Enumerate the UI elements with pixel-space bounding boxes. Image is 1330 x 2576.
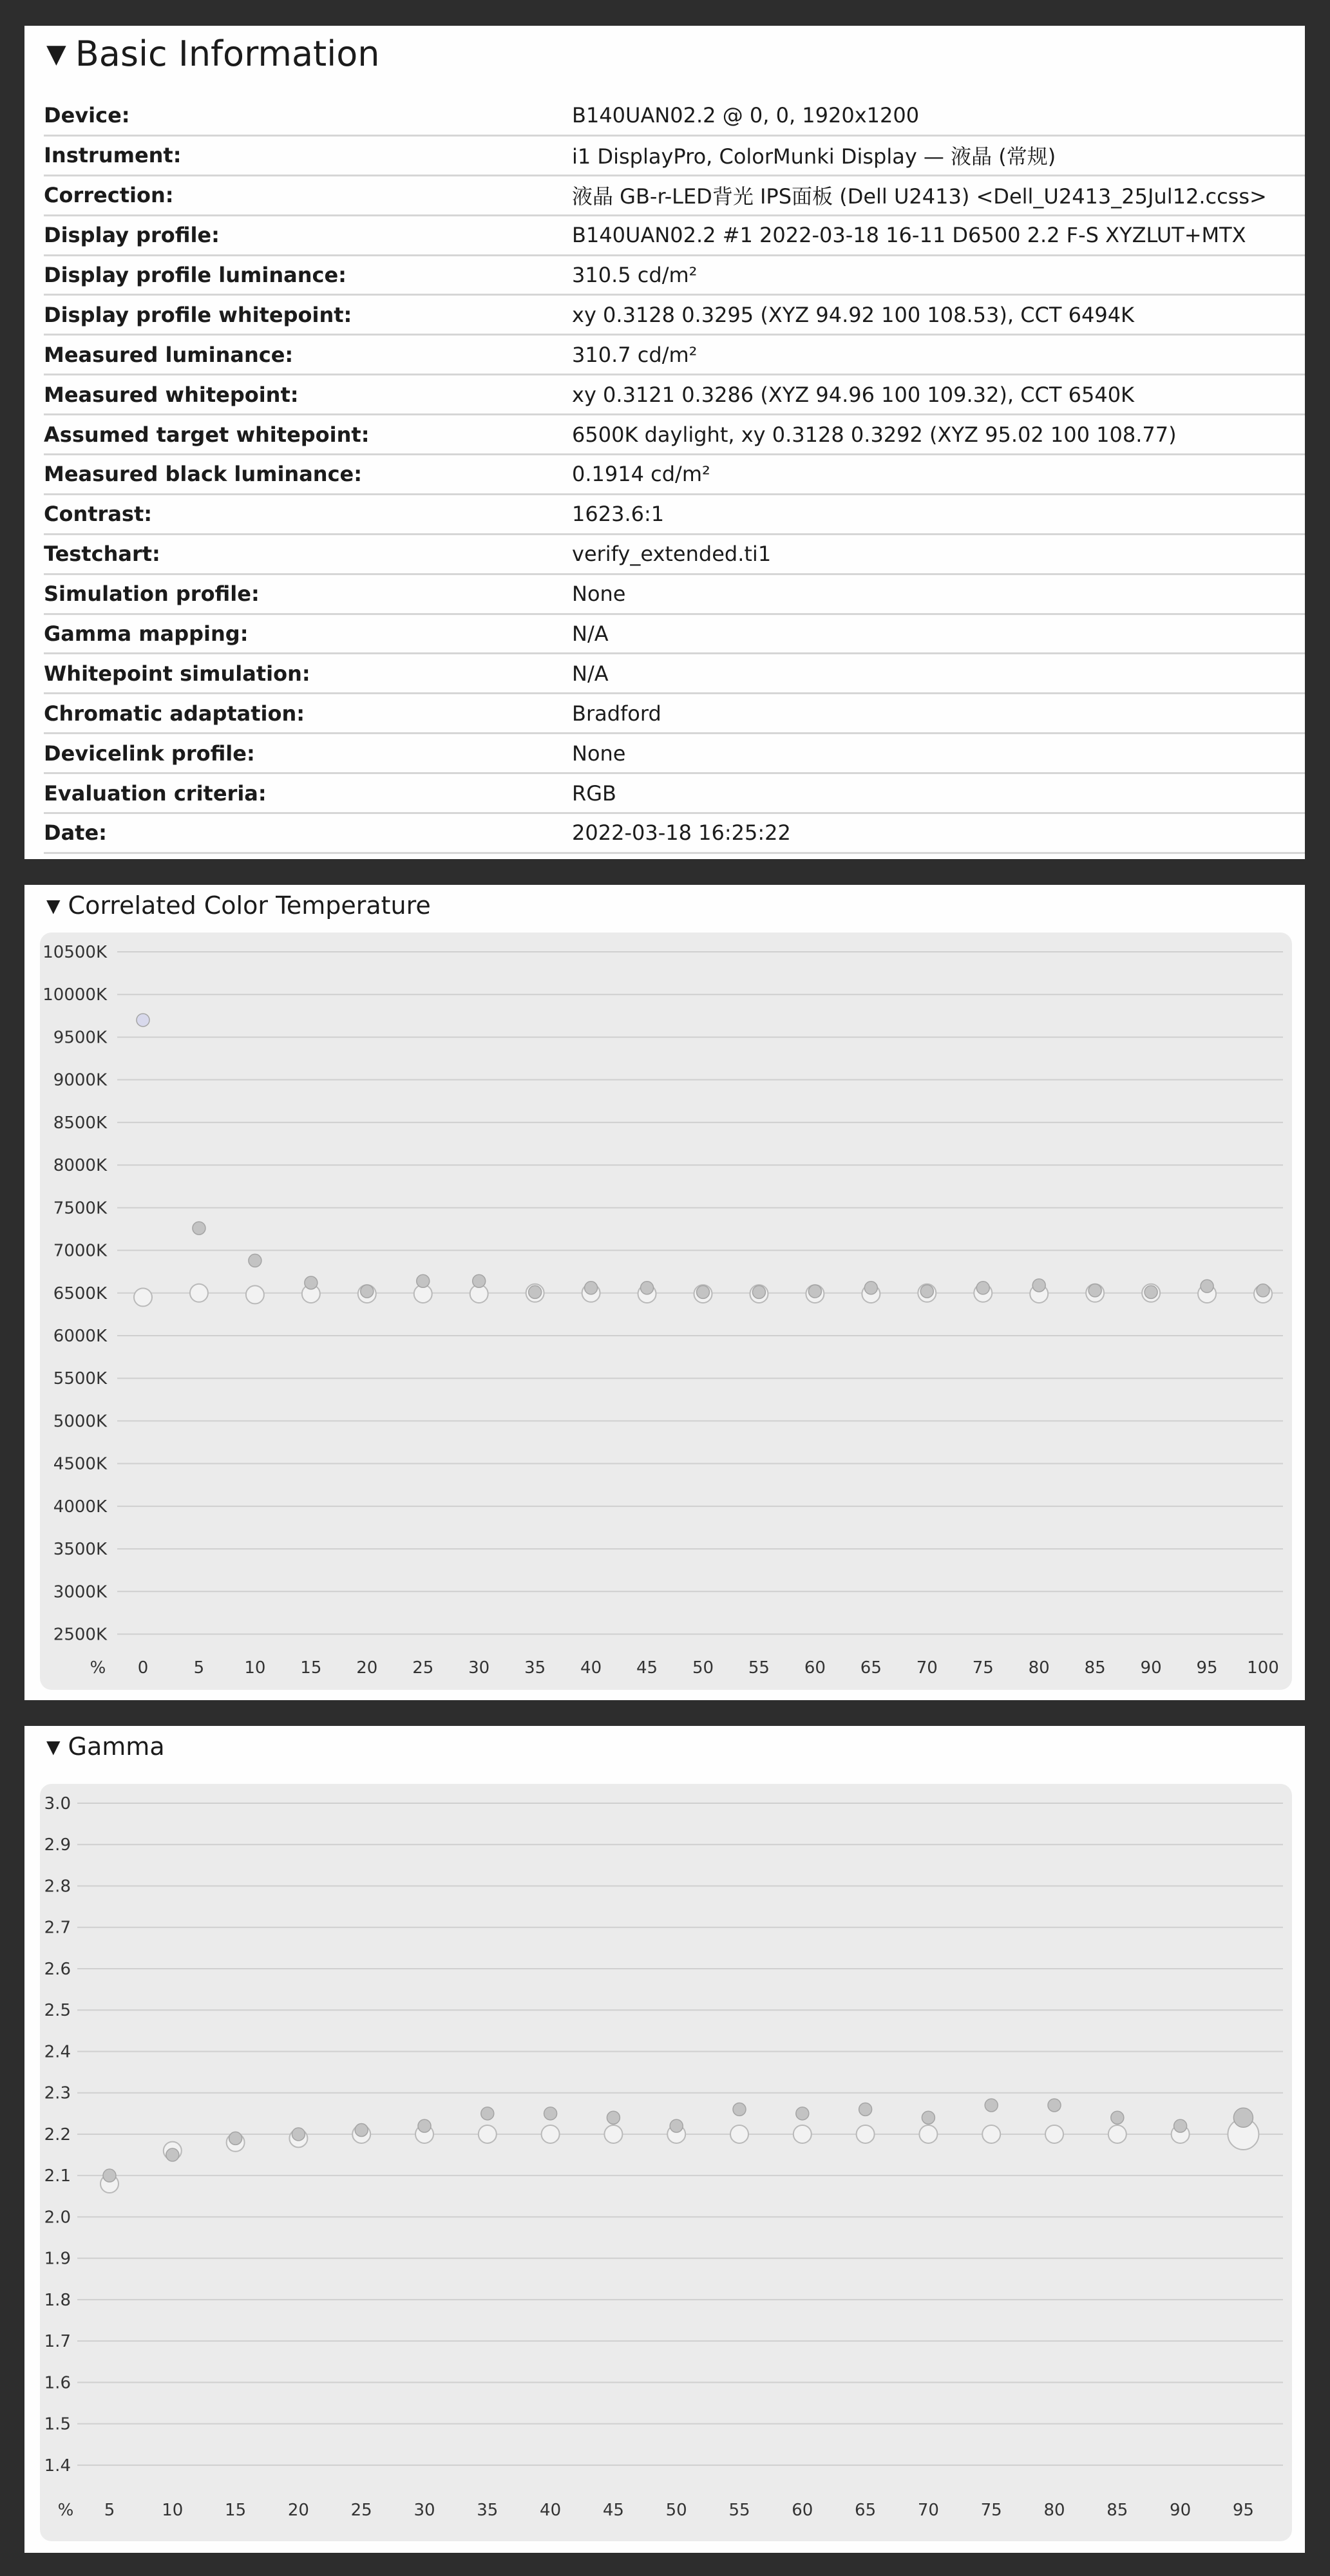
- measured-point: [733, 2103, 746, 2116]
- measured-point: [922, 2111, 935, 2124]
- measured-point: [752, 1285, 765, 1298]
- y-tick-label: 2.4: [44, 2042, 71, 2062]
- info-value: 310.5 cd/m²: [572, 255, 1305, 295]
- x-tick-label: 95: [1196, 1658, 1218, 1678]
- reference-point: [919, 2125, 937, 2143]
- x-tick-label: 90: [1170, 2501, 1192, 2520]
- x-tick-label: 15: [300, 1658, 322, 1678]
- y-tick-label: 2.2: [44, 2125, 71, 2145]
- info-row: [44, 335, 1305, 375]
- info-row: [44, 255, 1305, 295]
- measured-point: [808, 1285, 821, 1298]
- x-tick-label: 35: [524, 1658, 546, 1678]
- y-tick-label: 5500K: [53, 1369, 107, 1389]
- y-tick-label: 8000K: [53, 1156, 107, 1176]
- basic-information-panel: [24, 26, 1305, 859]
- gamma-chart-svg: [40, 1784, 1292, 2541]
- y-tick-label: 1.8: [44, 2290, 71, 2310]
- y-tick-label: 6000K: [53, 1326, 107, 1346]
- info-label: Measured whitepoint:: [44, 375, 572, 415]
- y-tick-label: 5000K: [53, 1412, 107, 1432]
- collapse-arrow-icon[interactable]: ▼: [46, 39, 66, 69]
- y-tick-label: 2.8: [44, 1877, 71, 1897]
- y-tick-label: 2.0: [44, 2208, 71, 2228]
- x-unit-label: %: [90, 1658, 106, 1678]
- measured-point: [920, 1285, 933, 1298]
- info-label: Devicelink profile:: [44, 734, 572, 773]
- cct-panel: [24, 885, 1305, 1700]
- cct-title: Correlated Color Temperature: [68, 891, 431, 920]
- info-row: [44, 654, 1305, 694]
- x-tick-label: 90: [1140, 1658, 1162, 1678]
- y-tick-label: 2.9: [44, 1835, 71, 1855]
- info-row: [44, 773, 1305, 813]
- info-row: [44, 574, 1305, 614]
- info-label: Whitepoint simulation:: [44, 654, 572, 694]
- info-row: [44, 734, 1305, 773]
- info-row: [44, 215, 1305, 255]
- info-label: Correction:: [44, 175, 572, 215]
- y-tick-label: 4000K: [53, 1497, 107, 1517]
- x-tick-label: 15: [225, 2501, 247, 2520]
- collapse-arrow-icon[interactable]: ▼: [46, 895, 61, 916]
- reference-point: [1045, 2125, 1063, 2143]
- info-value: xy 0.3128 0.3295 (XYZ 94.92 100 108.53), CCT 6494K: [572, 295, 1305, 335]
- measured-point: [641, 1282, 654, 1294]
- measured-point: [985, 2099, 998, 2112]
- x-tick-label: 5: [104, 2501, 115, 2520]
- info-label: Display profile luminance:: [44, 255, 572, 295]
- x-tick-label: 65: [860, 1658, 882, 1678]
- y-tick-label: 1.5: [44, 2414, 71, 2434]
- y-tick-label: 3000K: [53, 1582, 107, 1602]
- info-row: [44, 813, 1305, 853]
- x-tick-label: 85: [1107, 2501, 1128, 2520]
- x-tick-label: 40: [540, 2501, 562, 2520]
- basic-information-title: Basic Information: [75, 33, 380, 74]
- measured-point: [473, 1274, 486, 1287]
- measured-point: [137, 1014, 149, 1027]
- measured-point: [544, 2107, 557, 2120]
- measured-point: [585, 1282, 598, 1294]
- measured-point: [481, 2107, 494, 2120]
- basic-information-table: [44, 97, 1305, 854]
- gamma-chart: [40, 1784, 1292, 2541]
- x-tick-label: 80: [1028, 1658, 1050, 1678]
- info-label: Display profile:: [44, 215, 572, 255]
- measured-point: [305, 1276, 318, 1289]
- measured-point: [976, 1282, 989, 1294]
- info-label: Gamma mapping:: [44, 614, 572, 654]
- info-value: N/A: [572, 654, 1305, 694]
- info-value: i1 DisplayPro, ColorMunki Display — 液晶 (常规): [572, 135, 1305, 175]
- reference-point: [982, 2125, 1000, 2143]
- info-row: [44, 135, 1305, 175]
- y-tick-label: 3500K: [53, 1540, 107, 1560]
- info-label: Display profile whitepoint:: [44, 295, 572, 335]
- measured-point: [1233, 2108, 1253, 2127]
- x-tick-label: 20: [287, 2501, 309, 2520]
- measured-point: [1088, 1284, 1101, 1297]
- x-tick-label: 10: [162, 2501, 184, 2520]
- x-tick-label: 55: [748, 1658, 770, 1678]
- gamma-header[interactable]: [46, 1732, 165, 1761]
- measured-point: [1032, 1279, 1045, 1292]
- reference-point: [793, 2125, 812, 2143]
- x-tick-label: 70: [917, 2501, 939, 2520]
- x-tick-label: 25: [412, 1658, 434, 1678]
- info-label: Simulation profile:: [44, 574, 572, 614]
- info-row: [44, 375, 1305, 415]
- reference-point: [730, 2125, 748, 2143]
- reference-point: [857, 2125, 875, 2143]
- measured-point: [166, 2148, 179, 2161]
- y-tick-label: 1.4: [44, 2456, 71, 2476]
- info-value: N/A: [572, 614, 1305, 654]
- info-row: [44, 415, 1305, 455]
- y-tick-label: 7000K: [53, 1241, 107, 1261]
- measured-point: [607, 2111, 620, 2124]
- x-tick-label: 30: [413, 2501, 435, 2520]
- measured-point: [1111, 2111, 1124, 2124]
- x-tick-label: 50: [692, 1658, 714, 1678]
- cct-chart-svg: [40, 933, 1292, 1690]
- x-tick-label: 55: [728, 2501, 750, 2520]
- info-row: [44, 295, 1305, 335]
- info-value: 310.7 cd/m²: [572, 335, 1305, 375]
- reference-point: [134, 1288, 152, 1306]
- x-tick-label: 30: [468, 1658, 490, 1678]
- x-tick-label: 5: [193, 1658, 205, 1678]
- measured-point: [859, 2103, 872, 2116]
- reference-point: [1108, 2125, 1126, 2143]
- info-label: Evaluation criteria:: [44, 773, 572, 813]
- info-value: None: [572, 734, 1305, 773]
- info-row: [44, 534, 1305, 574]
- info-label: Chromatic adaptation:: [44, 694, 572, 734]
- x-tick-label: 45: [602, 2501, 624, 2520]
- measured-point: [529, 1285, 542, 1298]
- measured-point: [697, 1285, 710, 1298]
- info-value: 液晶 GB-r-LED背光 IPS面板 (Dell U2413) <Dell_U2413_25Jul12.ccss>: [572, 175, 1305, 215]
- y-tick-label: 8500K: [53, 1113, 107, 1133]
- measured-point: [103, 2169, 116, 2182]
- info-row: [44, 694, 1305, 734]
- info-value: None: [572, 574, 1305, 614]
- y-tick-label: 6500K: [53, 1283, 107, 1303]
- info-value: 2022-03-18 16:25:22: [572, 813, 1305, 853]
- collapse-arrow-icon[interactable]: ▼: [46, 1736, 61, 1757]
- y-tick-label: 2.3: [44, 2083, 71, 2103]
- measured-point: [229, 2132, 242, 2145]
- measured-point: [1174, 2119, 1187, 2132]
- reference-point: [479, 2125, 497, 2143]
- y-tick-label: 1.9: [44, 2249, 71, 2269]
- gamma-panel: [24, 1726, 1305, 2553]
- info-value: 1623.6:1: [572, 494, 1305, 534]
- info-label: Testchart:: [44, 534, 572, 574]
- x-tick-label: 25: [350, 2501, 372, 2520]
- info-row: [44, 97, 1305, 135]
- info-value: 0.1914 cd/m²: [572, 455, 1305, 495]
- info-row: [44, 455, 1305, 495]
- measured-point: [1048, 2099, 1061, 2112]
- x-tick-label: 75: [980, 2501, 1002, 2520]
- measured-point: [796, 2107, 809, 2120]
- x-tick-label: 20: [356, 1658, 378, 1678]
- info-value: xy 0.3121 0.3286 (XYZ 94.96 100 109.32), CCT 6540K: [572, 375, 1305, 415]
- y-tick-label: 10000K: [43, 985, 107, 1005]
- x-tick-label: 65: [855, 2501, 877, 2520]
- info-value: B140UAN02.2 #1 2022-03-18 16-11 D6500 2.2 F-S XYZLUT+MTX: [572, 215, 1305, 255]
- y-tick-label: 1.6: [44, 2373, 71, 2393]
- info-value: RGB: [572, 773, 1305, 813]
- measured-point: [1257, 1284, 1269, 1297]
- info-label: Measured luminance:: [44, 335, 572, 375]
- reference-point: [542, 2125, 560, 2143]
- measured-point: [355, 2124, 368, 2137]
- y-tick-label: 1.7: [44, 2332, 71, 2352]
- info-label: Date:: [44, 813, 572, 853]
- measured-point: [418, 2119, 431, 2132]
- info-label: Instrument:: [44, 135, 572, 175]
- measured-point: [1201, 1280, 1213, 1293]
- basic-information-header[interactable]: [46, 33, 379, 74]
- measured-point: [1145, 1285, 1157, 1298]
- reference-point: [604, 2125, 622, 2143]
- measured-point: [249, 1254, 261, 1267]
- measured-point: [417, 1274, 430, 1287]
- info-label: Contrast:: [44, 494, 572, 534]
- y-tick-label: 7500K: [53, 1198, 107, 1218]
- x-tick-label: 100: [1247, 1658, 1279, 1678]
- x-tick-label: 45: [636, 1658, 658, 1678]
- info-row: [44, 494, 1305, 534]
- reference-point: [190, 1284, 208, 1302]
- x-tick-label: 60: [792, 2501, 813, 2520]
- x-unit-label: %: [57, 2501, 74, 2520]
- x-tick-label: 35: [477, 2501, 499, 2520]
- y-tick-label: 9000K: [53, 1070, 107, 1090]
- x-tick-label: 50: [665, 2501, 687, 2520]
- y-tick-label: 2.6: [44, 1959, 71, 1979]
- info-label: Device:: [44, 97, 572, 135]
- measured-point: [361, 1285, 374, 1298]
- y-tick-label: 10500K: [43, 943, 107, 962]
- info-value: verify_extended.ti1: [572, 534, 1305, 574]
- info-row: [44, 614, 1305, 654]
- x-tick-label: 40: [580, 1658, 602, 1678]
- measured-point: [670, 2119, 683, 2132]
- x-tick-label: 85: [1084, 1658, 1106, 1678]
- cct-header[interactable]: [46, 891, 431, 920]
- y-tick-label: 9500K: [53, 1028, 107, 1048]
- info-value: 6500K daylight, xy 0.3128 0.3292 (XYZ 95.02 100 108.77): [572, 415, 1305, 455]
- x-tick-label: 0: [137, 1658, 149, 1678]
- y-tick-label: 3.0: [44, 1794, 71, 1814]
- y-tick-label: 2.1: [44, 2166, 71, 2186]
- measured-point: [292, 2128, 305, 2141]
- info-label: Assumed target whitepoint:: [44, 415, 572, 455]
- reference-point: [246, 1285, 264, 1303]
- y-tick-label: 2500K: [53, 1625, 107, 1645]
- x-tick-label: 60: [804, 1658, 826, 1678]
- y-tick-label: 4500K: [53, 1454, 107, 1474]
- y-tick-label: 2.5: [44, 2001, 71, 2021]
- x-tick-label: 95: [1232, 2501, 1254, 2520]
- info-value: B140UAN02.2 @ 0, 0, 1920x1200: [572, 97, 1305, 135]
- measured-point: [864, 1282, 877, 1294]
- cct-chart: [40, 933, 1292, 1690]
- info-row: [44, 175, 1305, 215]
- measured-point: [193, 1222, 205, 1235]
- x-tick-label: 75: [972, 1658, 994, 1678]
- x-tick-label: 70: [916, 1658, 938, 1678]
- gamma-title: Gamma: [68, 1732, 165, 1761]
- y-tick-label: 2.7: [44, 1918, 71, 1938]
- info-value: Bradford: [572, 694, 1305, 734]
- x-tick-label: 10: [244, 1658, 266, 1678]
- x-tick-label: 80: [1043, 2501, 1065, 2520]
- info-label: Measured black luminance:: [44, 455, 572, 495]
